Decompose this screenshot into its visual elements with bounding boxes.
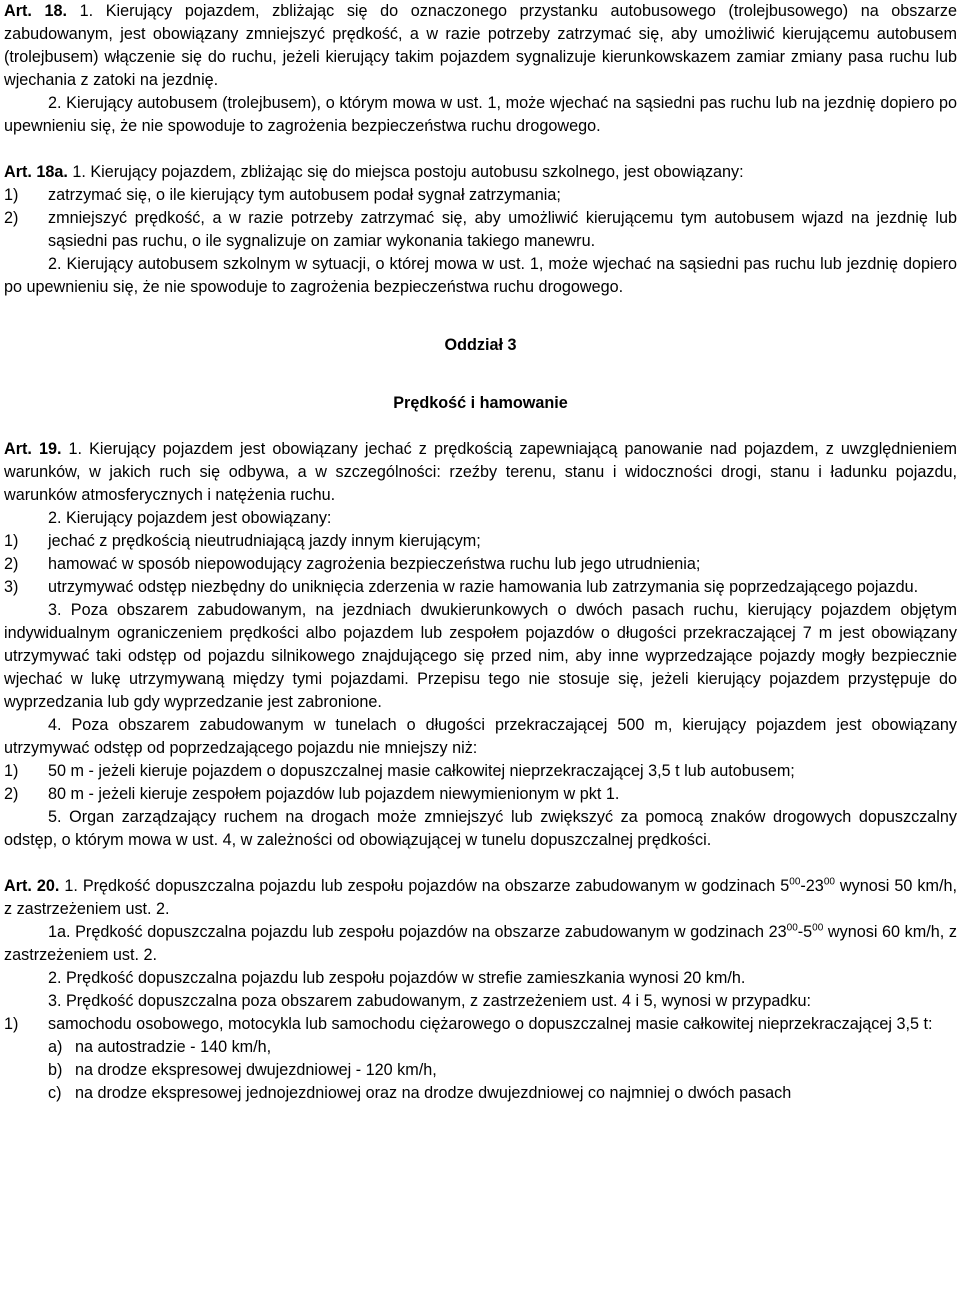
article-19 xyxy=(4,438,957,852)
item-text: 80 m - jeżeli kieruje zespołem pojazdów lub pojazdem niewymienionym w pkt 1. xyxy=(48,785,620,803)
art20-para-1 xyxy=(4,875,957,921)
superscript: 00 xyxy=(823,876,835,888)
art19-para-5: 5. Organ zarządzający ruchem na drogach może zmniejszyć lub zwiększyć za pomocą znaków drogowych dopuszczalny odstęp, o którym mowa w ust. 4, w zależności od obowiązującej w tunelu dopuszczalnej prędkości. xyxy=(4,808,957,849)
item-text: hamować w sposób niepowodujący zagrożenia bezpieczeństwa ruchu lub jego utrudnienia; xyxy=(48,555,701,573)
spacer xyxy=(4,299,957,322)
item-number: 1) xyxy=(4,186,19,204)
spacer xyxy=(4,415,957,438)
spacer xyxy=(4,852,957,875)
section-title: Oddział 3 xyxy=(444,336,517,354)
section-subtitle: Prędkość i hamowanie xyxy=(393,394,568,412)
art18-para-2: 2. Kierujący autobusem (trolejbusem), o którym mowa w ust. 1, może wjechać na sąsiedni pas ruchu lub na jezdnię dopiero po upewnieniu się, że nie spowoduje to zagrożenia bezpieczeństwa ruchu drogowego. xyxy=(4,94,957,135)
art19-para-1-text: 1. Kierujący pojazdem jest obowiązany jechać z prędkością zapewniającą panowanie nad pojazdem, z uwzględnieniem warunków, w jakich ruch się odbywa, a w szczególności: rzeźby terenu, stanu i widoczności drogi, stanu i ładunku pojazdu, warunków atmosferycznych i natężenia ruchu. xyxy=(4,440,957,504)
item-number: 2) xyxy=(4,785,19,803)
item-text: na autostradzie - 140 km/h, xyxy=(75,1038,272,1056)
item-number: 1) xyxy=(4,532,19,550)
art19-para-1 xyxy=(4,438,957,507)
item-number: a) xyxy=(48,1038,63,1056)
art18a-para-2: 2. Kierujący autobusem szkolnym w sytuacji, o której mowa w ust. 1, może wjechać na sąsiedni pas ruchu lub jezdnię dopiero po upewnieniu się, że nie spowoduje to zagrożenia bezpieczeństwa ruchu drogowego. xyxy=(4,255,957,296)
item-number: b) xyxy=(48,1061,63,1079)
article-20 xyxy=(4,875,957,1105)
art18a-item-1 xyxy=(4,184,957,207)
art20-para-1a-text-b: -5 xyxy=(797,923,813,941)
art18-para-1-text: 1. Kierujący pojazdem, zbliżając się do oznaczonego przystanku autobusowego (trolejbusowego) na obszarze zabudowanym, jest obowiązany zmniejszyć prędkość, a w razie potrzeby zatrzymać się, aby umożliwić kierującemu autobusem (trolejbusem) włączenie się do ruchu, jeżeli kierujący takim pojazdem sygnalizuje kierunkowskazem zamiar zmiany pasa ruchu lub wjechania z zatoki na jezdnię. xyxy=(4,2,957,89)
item-number: 2) xyxy=(4,555,19,573)
art20-para-2: 2. Prędkość dopuszczalna pojazdu lub zespołu pojazdów w strefie zamieszkania wynosi 20 km/h. xyxy=(48,969,746,987)
art20-p3-subitem-a xyxy=(4,1036,957,1059)
art18a-para-1-text: 1. Kierujący pojazdem, zbliżając się do miejsca postoju autobusu szkolnego, jest obowiązany: xyxy=(67,163,744,181)
art20-para-1-text-a: 1. Prędkość dopuszczalna pojazdu lub zespołu pojazdów na obszarze zabudowanym w godzinach 5 xyxy=(59,877,790,895)
art19-para-3: 3. Poza obszarem zabudowanym, na jezdniach dwukierunkowych o dwóch pasach ruchu, kierujący pojazdem objętym indywidualnym ograniczeniem prędkości albo pojazdem lub zespołem pojazdów o długości przekraczającej 7 m jest obowiązany utrzymywać taki odstęp od pojazdu silnikowego znajdującego się przed nim, aby inne wyprzedzające pojazdy mogły bezpiecznie wjechać w lukę utrzymywaną między tymi pojazdami. Przepisu tego nie stosuje się, jeżeli kierujący pojazdem przystępuje do wyprzedzania lub gdy wyprzedzanie jest zabronione. xyxy=(4,601,957,711)
art19-p2-item-1 xyxy=(4,530,957,553)
item-number: c) xyxy=(48,1084,62,1102)
art18a-label: Art. 18a. xyxy=(4,163,68,181)
item-number: 1) xyxy=(4,762,19,780)
art18a-item-2 xyxy=(4,207,957,253)
art19-p2-item-2 xyxy=(4,553,957,576)
item-text: na drodze ekspresowej jednojezdniowej oraz na drodze dwujezdniowej co najmniej o dwóch pasach xyxy=(75,1084,792,1102)
art19-para-2: 2. Kierujący pojazdem jest obowiązany: xyxy=(48,509,332,527)
article-18 xyxy=(4,0,957,138)
art19-p4-item-1 xyxy=(4,760,957,783)
spacer xyxy=(4,138,957,161)
art20-p3-subitem-b xyxy=(4,1059,957,1082)
art20-para-1-text-b: -23 xyxy=(800,877,824,895)
art20-para-1-text-c: wynosi 50 km/h, z zastrzeżeniem ust. 2. xyxy=(4,877,957,918)
art19-label: Art. 19. xyxy=(4,440,62,458)
item-number: 2) xyxy=(4,209,19,227)
art20-para-1a-text-c: wynosi 60 km/h, z zastrzeżeniem ust. 2. xyxy=(4,923,957,964)
art20-para-1a-text-a: 1a. Prędkość dopuszczalna pojazdu lub zespołu pojazdów na obszarze zabudowanym w godzinach 23 xyxy=(48,923,787,941)
art20-para-1a xyxy=(4,921,957,967)
art20-p3-subitem-c xyxy=(4,1082,957,1105)
item-text: zatrzymać się, o ile kierujący tym autobusem podał sygnał zatrzymania; xyxy=(48,186,561,204)
item-number: 1) xyxy=(4,1015,19,1033)
art18-label: Art. 18. xyxy=(4,2,67,20)
item-text: zmniejszyć prędkość, a w razie potrzeby zatrzymać się, aby umożliwić kierującemu tym autobusem wjazd na jezdnię lub sąsiedni pas ruchu, o ile sygnalizuje on zamiar wykonania takiego manewru. xyxy=(48,209,957,250)
art19-p2-item-3 xyxy=(4,576,957,599)
article-18a xyxy=(4,161,957,299)
item-text: utrzymywać odstęp niezbędny do uniknięcia zderzenia w razie hamowania lub zatrzymania się poprzedzającego pojazdu. xyxy=(48,578,919,596)
superscript: 00 xyxy=(789,876,801,888)
spacer xyxy=(4,322,957,334)
item-text: jechać z prędkością nieutrudniającą jazdy innym kierującym; xyxy=(48,532,481,550)
art18-para-1 xyxy=(4,0,957,92)
item-text: 50 m - jeżeli kieruje pojazdem o dopuszczalnej masie całkowitej nieprzekraczającej 3,5 t lub autobusem; xyxy=(48,762,795,780)
art18a-para-1 xyxy=(4,161,957,184)
art20-para-3: 3. Prędkość dopuszczalna poza obszarem zabudowanym, z zastrzeżeniem ust. 4 i 5, wynosi w przypadku: xyxy=(48,992,811,1010)
superscript: 00 xyxy=(812,922,824,934)
item-number: 3) xyxy=(4,578,19,596)
art20-label: Art. 20. xyxy=(4,877,60,895)
superscript: 00 xyxy=(786,922,798,934)
art20-p3-item-1 xyxy=(4,1013,957,1036)
art19-p4-item-2 xyxy=(4,783,957,806)
art19-para-4: 4. Poza obszarem zabudowanym w tunelach o długości przekraczającej 500 m, kierujący pojazdem jest obowiązany utrzymywać odstęp od poprzedzającego pojazdu nie mniejszy niż: xyxy=(4,716,957,757)
spacer xyxy=(4,357,957,380)
item-text: samochodu osobowego, motocykla lub samochodu ciężarowego o dopuszczalnej masie całkowitej nieprzekraczającej 3,5 t: xyxy=(48,1015,933,1033)
item-text: na drodze ekspresowej dwujezdniowej - 120 km/h, xyxy=(75,1061,437,1079)
spacer xyxy=(4,380,957,392)
